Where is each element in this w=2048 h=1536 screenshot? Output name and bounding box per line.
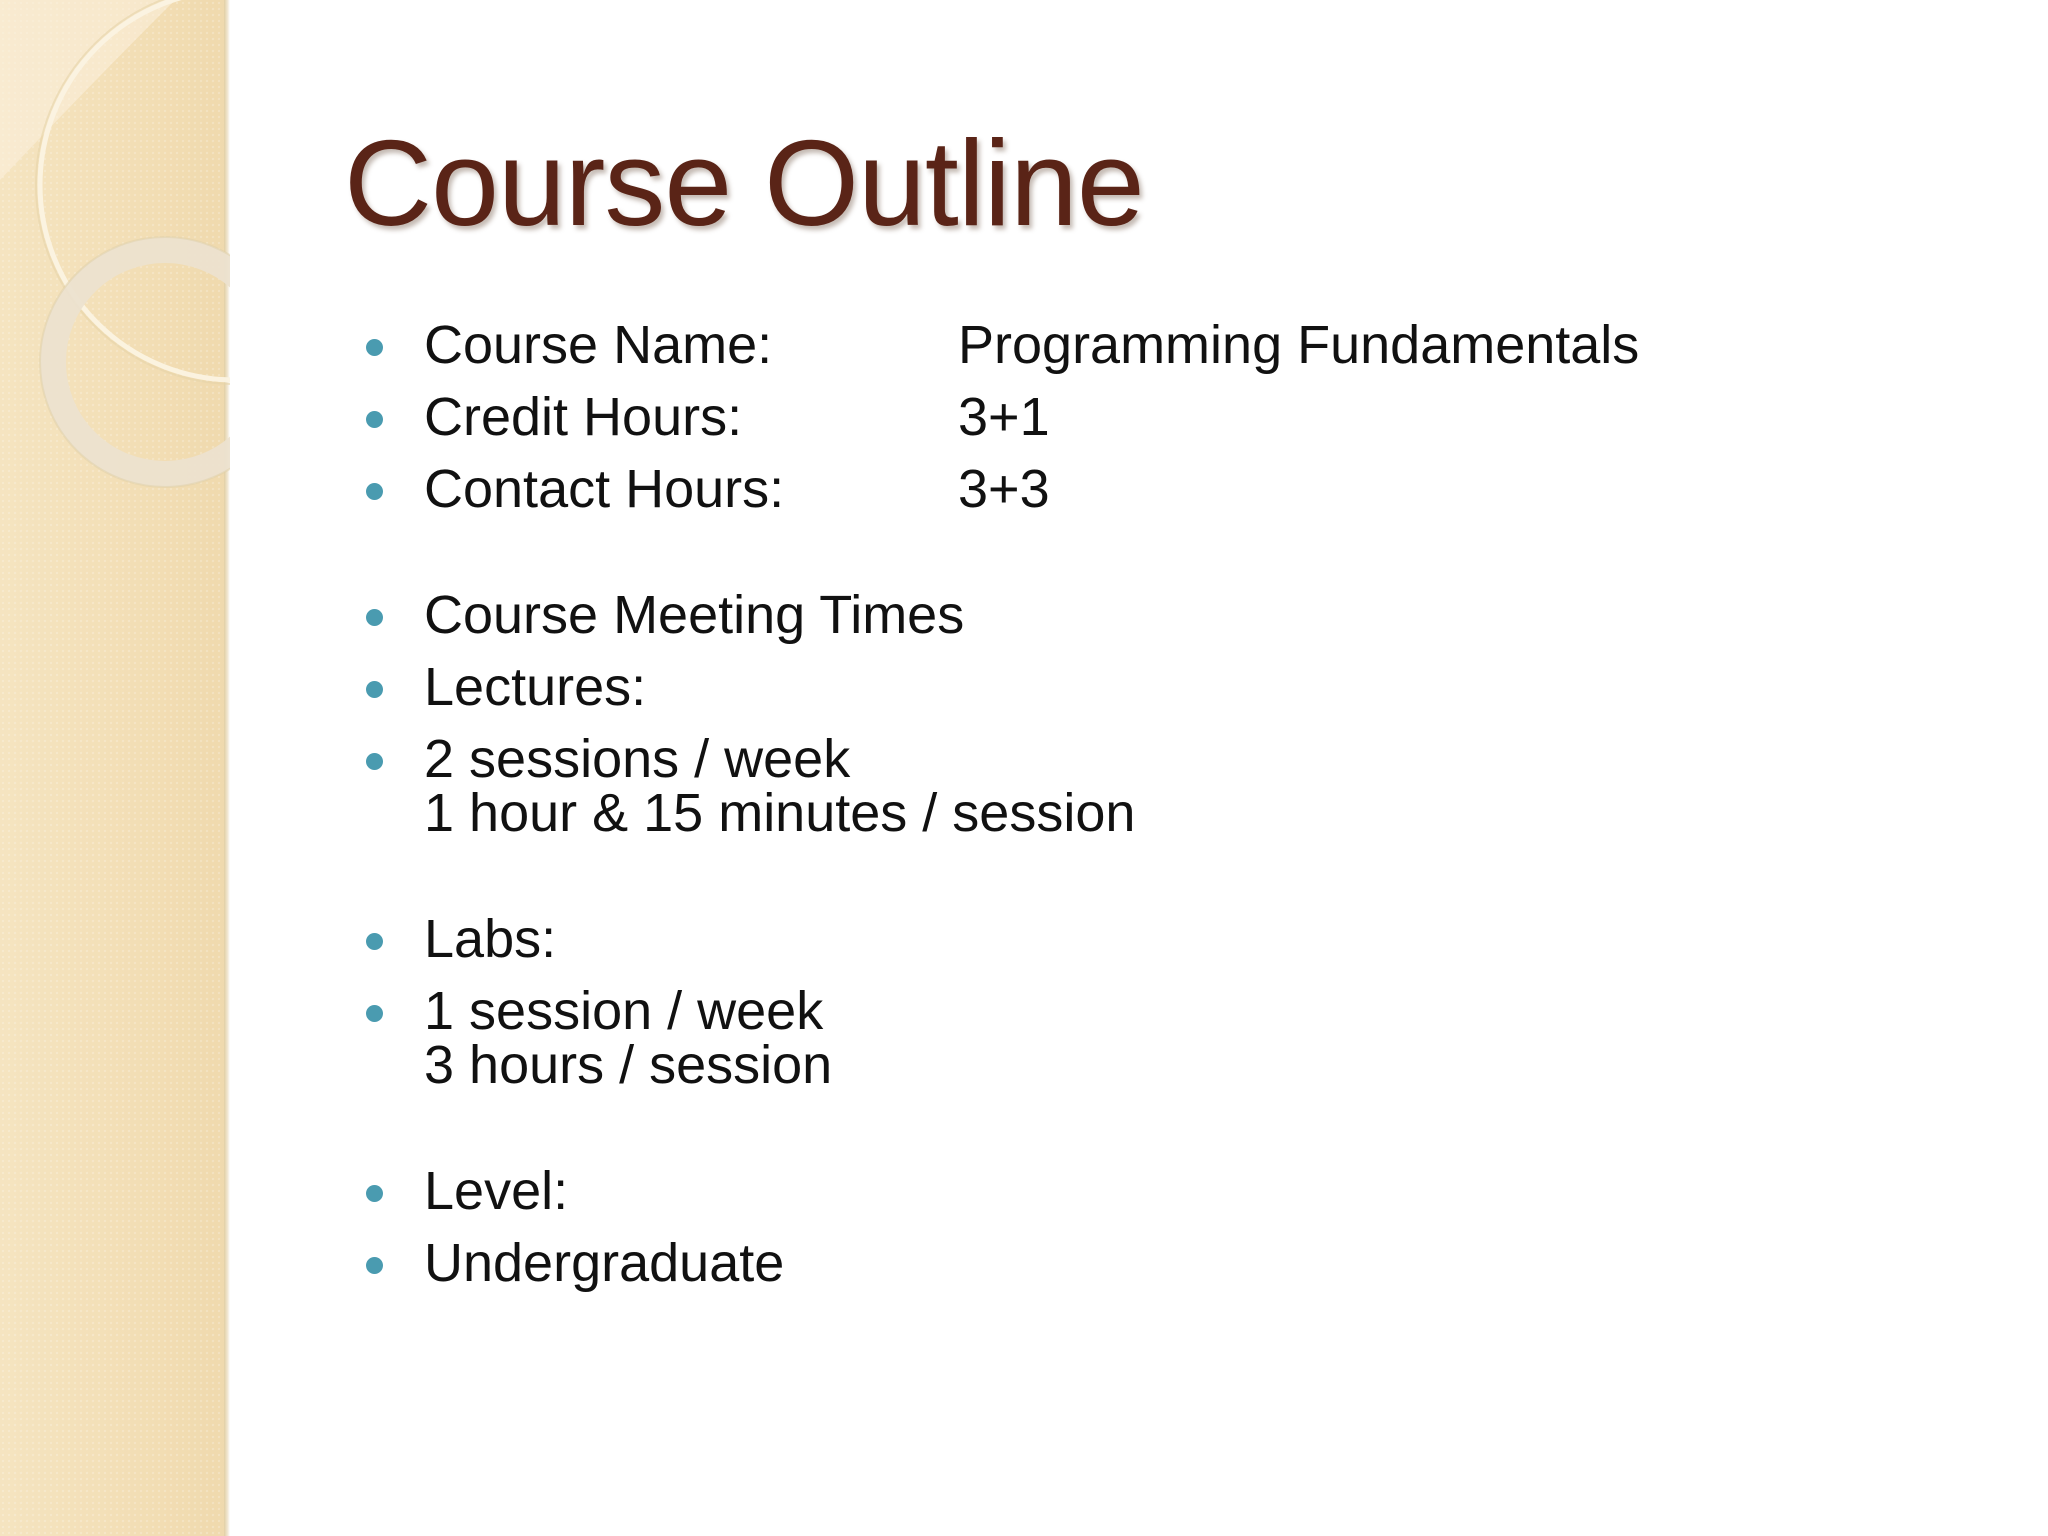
bullet-dot-icon bbox=[366, 1005, 383, 1022]
list-item-level-value bbox=[362, 1233, 1962, 1293]
list-item-course-name bbox=[362, 315, 1962, 375]
lecture-sessions-per-week: 2 sessions / week bbox=[424, 729, 851, 789]
bullet-dot-icon bbox=[366, 1185, 383, 1202]
bullet-dot-icon bbox=[366, 609, 383, 626]
contact-hours-label: Contact Hours: bbox=[424, 459, 785, 519]
list-item-lectures bbox=[362, 657, 1962, 717]
decorative-rings-icon bbox=[0, 0, 230, 520]
list-item-lecture-sessions bbox=[362, 729, 1962, 843]
level-value: Undergraduate bbox=[424, 1233, 785, 1293]
bullet-dot-icon bbox=[366, 753, 383, 770]
lab-sessions-per-week: 1 session / week bbox=[424, 981, 824, 1041]
lecture-session-duration: 1 hour & 15 minutes / session bbox=[424, 783, 1136, 843]
lectures-label: Lectures: bbox=[424, 657, 647, 717]
slide-title: Course Outline bbox=[344, 115, 1144, 251]
list-item-meeting-times bbox=[362, 585, 1962, 645]
meeting-times-heading: Course Meeting Times bbox=[424, 585, 965, 645]
credit-hours-value: 3+1 bbox=[958, 387, 1050, 447]
bullet-dot-icon bbox=[366, 933, 383, 950]
bullet-dot-icon bbox=[366, 411, 383, 428]
bullet-dot-icon bbox=[366, 339, 383, 356]
credit-hours-label: Credit Hours: bbox=[424, 387, 743, 447]
labs-label: Labs: bbox=[424, 909, 557, 969]
contact-hours-value: 3+3 bbox=[958, 459, 1050, 519]
list-item-labs bbox=[362, 909, 1962, 969]
bullet-list bbox=[362, 315, 1962, 1308]
bullet-dot-icon bbox=[366, 483, 383, 500]
list-item-level bbox=[362, 1161, 1962, 1221]
bullet-dot-icon bbox=[366, 681, 383, 698]
list-item-lab-sessions bbox=[362, 981, 1962, 1095]
course-name-label: Course Name: bbox=[424, 315, 773, 375]
level-label: Level: bbox=[424, 1161, 569, 1221]
course-name-value: Programming Fundamentals bbox=[958, 315, 1640, 375]
lab-session-duration: 3 hours / session bbox=[424, 1035, 833, 1095]
list-item-credit-hours bbox=[362, 387, 1962, 447]
list-item-contact-hours bbox=[362, 459, 1962, 519]
bullet-dot-icon bbox=[366, 1257, 383, 1274]
